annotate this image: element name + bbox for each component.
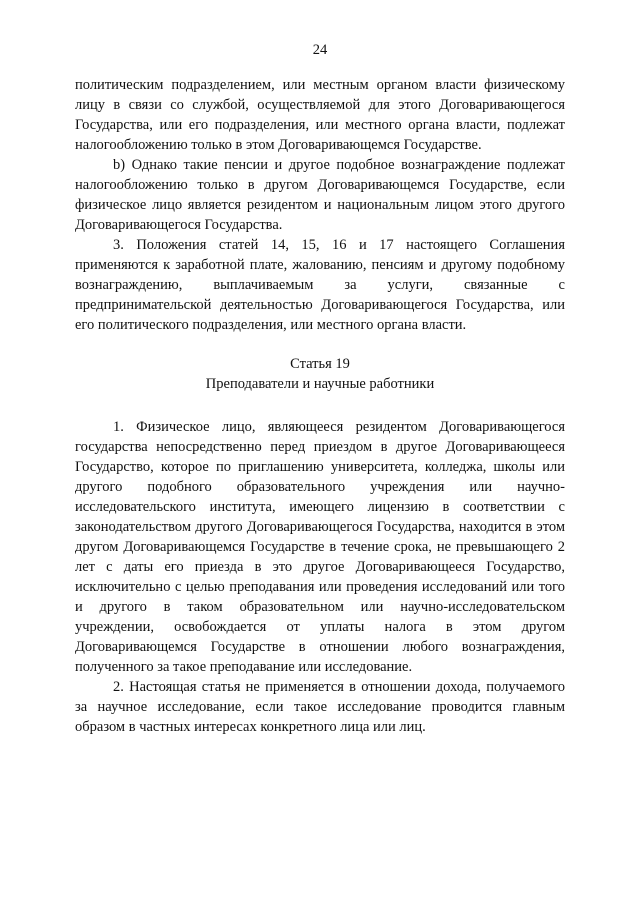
page-number: 24 bbox=[312, 42, 328, 58]
article-number: Статья 19 bbox=[290, 356, 350, 372]
paragraph-subitem-b: b) Однако такие пенсии и другое подобное вознаграждение подлежат налогообложению только в другом Договаривающемся Государстве, если физическое лицо является резидентом и национальным лицом этого другого Договаривающегося Государства. bbox=[75, 157, 565, 233]
paragraph-item-2: 2. Настоящая статья не применяется в отношении дохода, получаемого за научное исследование, если такое исследование проводится главным образом в частных интересах конкретного лица или лиц. bbox=[75, 679, 565, 735]
article-heading bbox=[75, 354, 565, 394]
article-title: Преподаватели и научные работники bbox=[205, 376, 435, 392]
paragraph-continuation: политическим подразделением, или местным органом власти физическому лицу в связи со службой, осуществляемой для этого Договаривающегося Государства, или его подразделения, или местного органа власти, подлежат налогообложению только в этом Договаривающемся Государстве. bbox=[75, 77, 565, 153]
document-body bbox=[75, 75, 565, 737]
paragraph-item-1: 1. Физическое лицо, являющееся резидентом Договаривающегося государства непосредственно перед приездом в другое Договаривающееся Государство, которое по приглашению университета, колледжа, школы или другого подобного образовательного учреждения или научно-исследовательского института, имеющего лицензию в соответствии с законодательством другого Договаривающегося Государства, находится в этом другом Договаривающемся Государстве в течение срока, не превышающего 2 лет с даты его приезда в это другое Договаривающееся Государство, исключительно с целью преподавания или проведения исследований или того и другого в таком образовательном или научно-исследовательском учреждении, освобождается от уплаты налога в этом другом Договаривающемся Государстве в отношении любого вознаграждения, полученного за такое преподавание или исследование. bbox=[75, 419, 565, 675]
spacer bbox=[75, 394, 565, 417]
paragraph-item-3: 3. Положения статей 14, 15, 16 и 17 настоящего Соглашения применяются к заработной плате, жалованию, пенсиям и другому подобному вознаграждению, выплачиваемым за услуги, связанные с предпринимательской деятельностью Договаривающегося Государства, или его политического подразделения, или местного органа власти. bbox=[75, 237, 565, 333]
